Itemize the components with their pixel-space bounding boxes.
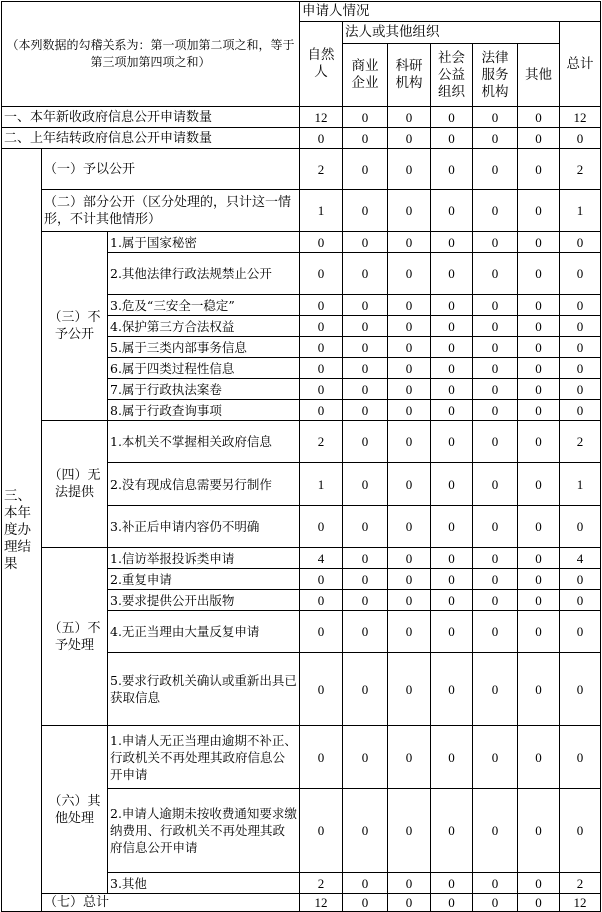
count-cell: 4: [300, 548, 343, 569]
item-label: 1.信访举报投诉类申请: [108, 548, 300, 569]
count-cell: 0: [473, 894, 518, 912]
count-cell: 0: [473, 232, 518, 253]
count-cell: 2: [300, 421, 343, 463]
count-cell: 0: [300, 590, 343, 611]
count-cell: 0: [431, 379, 473, 400]
col-commercial: 商业企业: [343, 44, 388, 107]
count-cell: 0: [388, 358, 431, 379]
count-cell: 2: [560, 421, 601, 463]
count-cell: 0: [388, 316, 431, 337]
item-label: 1.申请人无正当理由逾期不补正、行政机关不再处理其政府信息公开申请: [108, 726, 300, 789]
item-label: 4.无正当理由大量反复申请: [108, 611, 300, 653]
count-cell: 0: [388, 190, 431, 232]
count-cell: 0: [388, 379, 431, 400]
count-cell: 0: [431, 789, 473, 873]
count-cell: 0: [300, 232, 343, 253]
col-research: 科研机构: [388, 44, 431, 107]
count-cell: 0: [300, 379, 343, 400]
count-cell: 0: [300, 400, 343, 421]
count-cell: 12: [560, 107, 601, 128]
count-cell: 0: [518, 653, 560, 726]
group3-label: （三）不予公开: [42, 232, 108, 421]
count-cell: 0: [388, 653, 431, 726]
count-cell: 0: [431, 128, 473, 149]
count-cell: 0: [343, 653, 388, 726]
count-cell: 0: [431, 569, 473, 590]
count-cell: 0: [343, 149, 388, 190]
item-label: 2.申请人逾期未按收费通知要求缴纳费用、行政机关不再处理其政府信息公开申请: [108, 789, 300, 873]
count-cell: 0: [431, 400, 473, 421]
count-cell: 0: [343, 190, 388, 232]
count-cell: 0: [473, 337, 518, 358]
row-label: 二、上年结转政府信息公开申请数量: [2, 128, 300, 149]
count-cell: 0: [518, 232, 560, 253]
group4-label: （四）无法提供: [42, 421, 108, 548]
count-cell: 0: [518, 379, 560, 400]
count-cell: 0: [431, 506, 473, 548]
col-other: 其他: [518, 44, 560, 107]
count-cell: 0: [518, 295, 560, 316]
count-cell: 12: [300, 107, 343, 128]
count-cell: 0: [560, 789, 601, 873]
count-cell: 0: [343, 421, 388, 463]
count-cell: 1: [300, 463, 343, 506]
count-cell: 0: [518, 400, 560, 421]
count-cell: 0: [431, 149, 473, 190]
count-cell: 0: [560, 232, 601, 253]
count-cell: 0: [300, 128, 343, 149]
count-cell: 0: [431, 548, 473, 569]
count-cell: 0: [473, 316, 518, 337]
table-row: [2, 421, 601, 463]
count-cell: 0: [473, 190, 518, 232]
count-cell: 0: [518, 590, 560, 611]
count-cell: 0: [431, 726, 473, 789]
count-cell: 0: [343, 894, 388, 912]
count-cell: 0: [431, 590, 473, 611]
count-cell: 0: [343, 569, 388, 590]
item-label: 4.保护第三方合法权益: [108, 316, 300, 337]
count-cell: 0: [388, 253, 431, 295]
count-cell: 0: [343, 726, 388, 789]
count-cell: 0: [560, 128, 601, 149]
count-cell: 0: [473, 463, 518, 506]
count-cell: 0: [343, 873, 388, 894]
table-row: [2, 149, 601, 190]
row-label: 一、本年新收政府信息公开申请数量: [2, 107, 300, 128]
item-label: 7.属于行政执法案卷: [108, 379, 300, 400]
count-cell: 0: [388, 611, 431, 653]
table-row: [2, 726, 601, 789]
count-cell: 0: [300, 358, 343, 379]
count-cell: 0: [560, 337, 601, 358]
count-cell: 0: [518, 611, 560, 653]
col-total: 总计: [560, 22, 601, 107]
count-cell: 0: [300, 726, 343, 789]
item-label: 2.重复申请: [108, 569, 300, 590]
count-cell: 0: [518, 358, 560, 379]
item-label: 3.危及“三安全一稳定”: [108, 295, 300, 316]
count-cell: 0: [388, 128, 431, 149]
count-cell: 0: [388, 590, 431, 611]
count-cell: 0: [518, 463, 560, 506]
group2-label: （二）部分公开（区分处理的，只计这一情形，不计其他情形）: [42, 190, 300, 232]
total-label: （七）总计: [42, 894, 300, 912]
count-cell: 0: [431, 232, 473, 253]
count-cell: 0: [518, 421, 560, 463]
count-cell: 0: [518, 726, 560, 789]
count-cell: 0: [518, 128, 560, 149]
count-cell: 0: [343, 316, 388, 337]
count-cell: 0: [431, 295, 473, 316]
count-cell: 0: [473, 128, 518, 149]
count-cell: 0: [518, 789, 560, 873]
count-cell: 0: [343, 400, 388, 421]
count-cell: 0: [388, 421, 431, 463]
count-cell: 0: [473, 789, 518, 873]
count-cell: 0: [343, 128, 388, 149]
count-cell: 0: [388, 873, 431, 894]
count-cell: 0: [518, 190, 560, 232]
count-cell: 0: [431, 190, 473, 232]
count-cell: 0: [473, 548, 518, 569]
count-cell: 0: [388, 463, 431, 506]
count-cell: 0: [560, 400, 601, 421]
count-cell: 0: [388, 400, 431, 421]
count-cell: 1: [560, 463, 601, 506]
count-cell: 0: [343, 253, 388, 295]
count-cell: 0: [343, 463, 388, 506]
count-cell: 0: [388, 894, 431, 912]
note-text: （本列数据的勾稽关系为：第一项加第二项之和，等于第三项加第四项之和）: [2, 2, 300, 107]
table-row: [2, 128, 601, 149]
count-cell: 0: [518, 337, 560, 358]
count-cell: 0: [388, 726, 431, 789]
count-cell: 0: [388, 789, 431, 873]
count-cell: 0: [518, 569, 560, 590]
count-cell: 0: [343, 611, 388, 653]
table-row: [2, 232, 601, 253]
count-cell: 0: [388, 232, 431, 253]
item-label: 8.属于行政查询事项: [108, 400, 300, 421]
count-cell: 0: [560, 653, 601, 726]
count-cell: 2: [560, 149, 601, 190]
count-cell: 0: [431, 653, 473, 726]
count-cell: 0: [300, 611, 343, 653]
count-cell: 0: [343, 358, 388, 379]
count-cell: 2: [300, 873, 343, 894]
item-label: 3.要求提供公开出版物: [108, 590, 300, 611]
count-cell: 0: [518, 107, 560, 128]
count-cell: 0: [518, 894, 560, 912]
count-cell: 0: [300, 253, 343, 295]
item-label: 5.属于三类内部事务信息: [108, 337, 300, 358]
count-cell: 0: [388, 149, 431, 190]
count-cell: 0: [560, 569, 601, 590]
count-cell: 2: [300, 149, 343, 190]
count-cell: 0: [473, 569, 518, 590]
count-cell: 0: [343, 548, 388, 569]
count-cell: 0: [560, 358, 601, 379]
count-cell: 12: [300, 894, 343, 912]
count-cell: 0: [473, 726, 518, 789]
count-cell: 0: [473, 253, 518, 295]
item-label: 3.补正后申请内容仍不明确: [108, 506, 300, 548]
count-cell: 0: [518, 506, 560, 548]
count-cell: 1: [300, 190, 343, 232]
count-cell: 0: [560, 726, 601, 789]
count-cell: 0: [343, 107, 388, 128]
count-cell: 0: [560, 611, 601, 653]
count-cell: 0: [388, 569, 431, 590]
count-cell: 0: [518, 316, 560, 337]
count-cell: 0: [473, 653, 518, 726]
count-cell: 0: [300, 789, 343, 873]
count-cell: 0: [388, 506, 431, 548]
count-cell: 2: [560, 873, 601, 894]
count-cell: 0: [343, 789, 388, 873]
count-cell: 0: [473, 295, 518, 316]
item-label: 1.属于国家秘密: [108, 232, 300, 253]
count-cell: 0: [473, 590, 518, 611]
count-cell: 0: [343, 590, 388, 611]
applicant-header: 申请人情况: [300, 2, 601, 22]
count-cell: 0: [343, 232, 388, 253]
count-cell: 0: [518, 873, 560, 894]
count-cell: 0: [300, 569, 343, 590]
group1-label: （一）予以公开: [42, 149, 300, 190]
count-cell: 0: [473, 400, 518, 421]
item-label: 1.本机关不掌握相关政府信息: [108, 421, 300, 463]
group5-label: （五）不予处理: [42, 548, 108, 726]
count-cell: 0: [300, 337, 343, 358]
count-cell: 0: [388, 548, 431, 569]
count-cell: 0: [473, 873, 518, 894]
count-cell: 0: [431, 316, 473, 337]
group6-label: （六）其他处理: [42, 726, 108, 894]
count-cell: 0: [431, 107, 473, 128]
count-cell: 0: [560, 316, 601, 337]
count-cell: 0: [560, 253, 601, 295]
count-cell: 0: [300, 295, 343, 316]
count-cell: 0: [388, 295, 431, 316]
count-cell: 1: [560, 190, 601, 232]
count-cell: 4: [560, 548, 601, 569]
count-cell: 0: [431, 463, 473, 506]
count-cell: 0: [431, 358, 473, 379]
table-row: [2, 548, 601, 569]
count-cell: 0: [343, 379, 388, 400]
count-cell: 0: [388, 337, 431, 358]
count-cell: 0: [560, 506, 601, 548]
count-cell: 0: [343, 506, 388, 548]
item-label: 5.要求行政机关确认或重新出具已获取信息: [108, 653, 300, 726]
count-cell: 0: [518, 548, 560, 569]
item-label: 2.其他法律行政法规禁止公开: [108, 253, 300, 295]
count-cell: 0: [560, 379, 601, 400]
item-label: 6.属于四类过程性信息: [108, 358, 300, 379]
statistics-table: [1, 1, 601, 912]
table-row: [2, 190, 601, 232]
count-cell: 0: [431, 421, 473, 463]
count-cell: 0: [300, 506, 343, 548]
table-row: [2, 107, 601, 128]
col-natural-person: 自然人: [300, 22, 343, 107]
count-cell: 0: [473, 149, 518, 190]
legal-group-header: 法人或其他组织: [343, 22, 560, 44]
count-cell: 0: [518, 253, 560, 295]
count-cell: 0: [560, 590, 601, 611]
count-cell: 0: [473, 379, 518, 400]
count-cell: 0: [473, 107, 518, 128]
count-cell: 12: [560, 894, 601, 912]
col-legal-service: 法律服务机构: [473, 44, 518, 107]
count-cell: 0: [473, 421, 518, 463]
count-cell: 0: [431, 611, 473, 653]
item-label: 3.其他: [108, 873, 300, 894]
count-cell: 0: [473, 611, 518, 653]
col-public-welfare: 社会公益组织: [431, 44, 473, 107]
count-cell: 0: [388, 107, 431, 128]
count-cell: 0: [473, 506, 518, 548]
count-cell: 0: [343, 295, 388, 316]
count-cell: 0: [560, 295, 601, 316]
count-cell: 0: [431, 894, 473, 912]
count-cell: 0: [473, 358, 518, 379]
count-cell: 0: [431, 873, 473, 894]
item-label: 2.没有现成信息需要另行制作: [108, 463, 300, 506]
count-cell: 0: [300, 316, 343, 337]
table-row: [2, 894, 601, 912]
count-cell: 0: [518, 149, 560, 190]
count-cell: 0: [431, 253, 473, 295]
section3-label: 三、本年度办理结果: [2, 149, 42, 912]
count-cell: 0: [343, 337, 388, 358]
count-cell: 0: [431, 337, 473, 358]
count-cell: 0: [300, 653, 343, 726]
